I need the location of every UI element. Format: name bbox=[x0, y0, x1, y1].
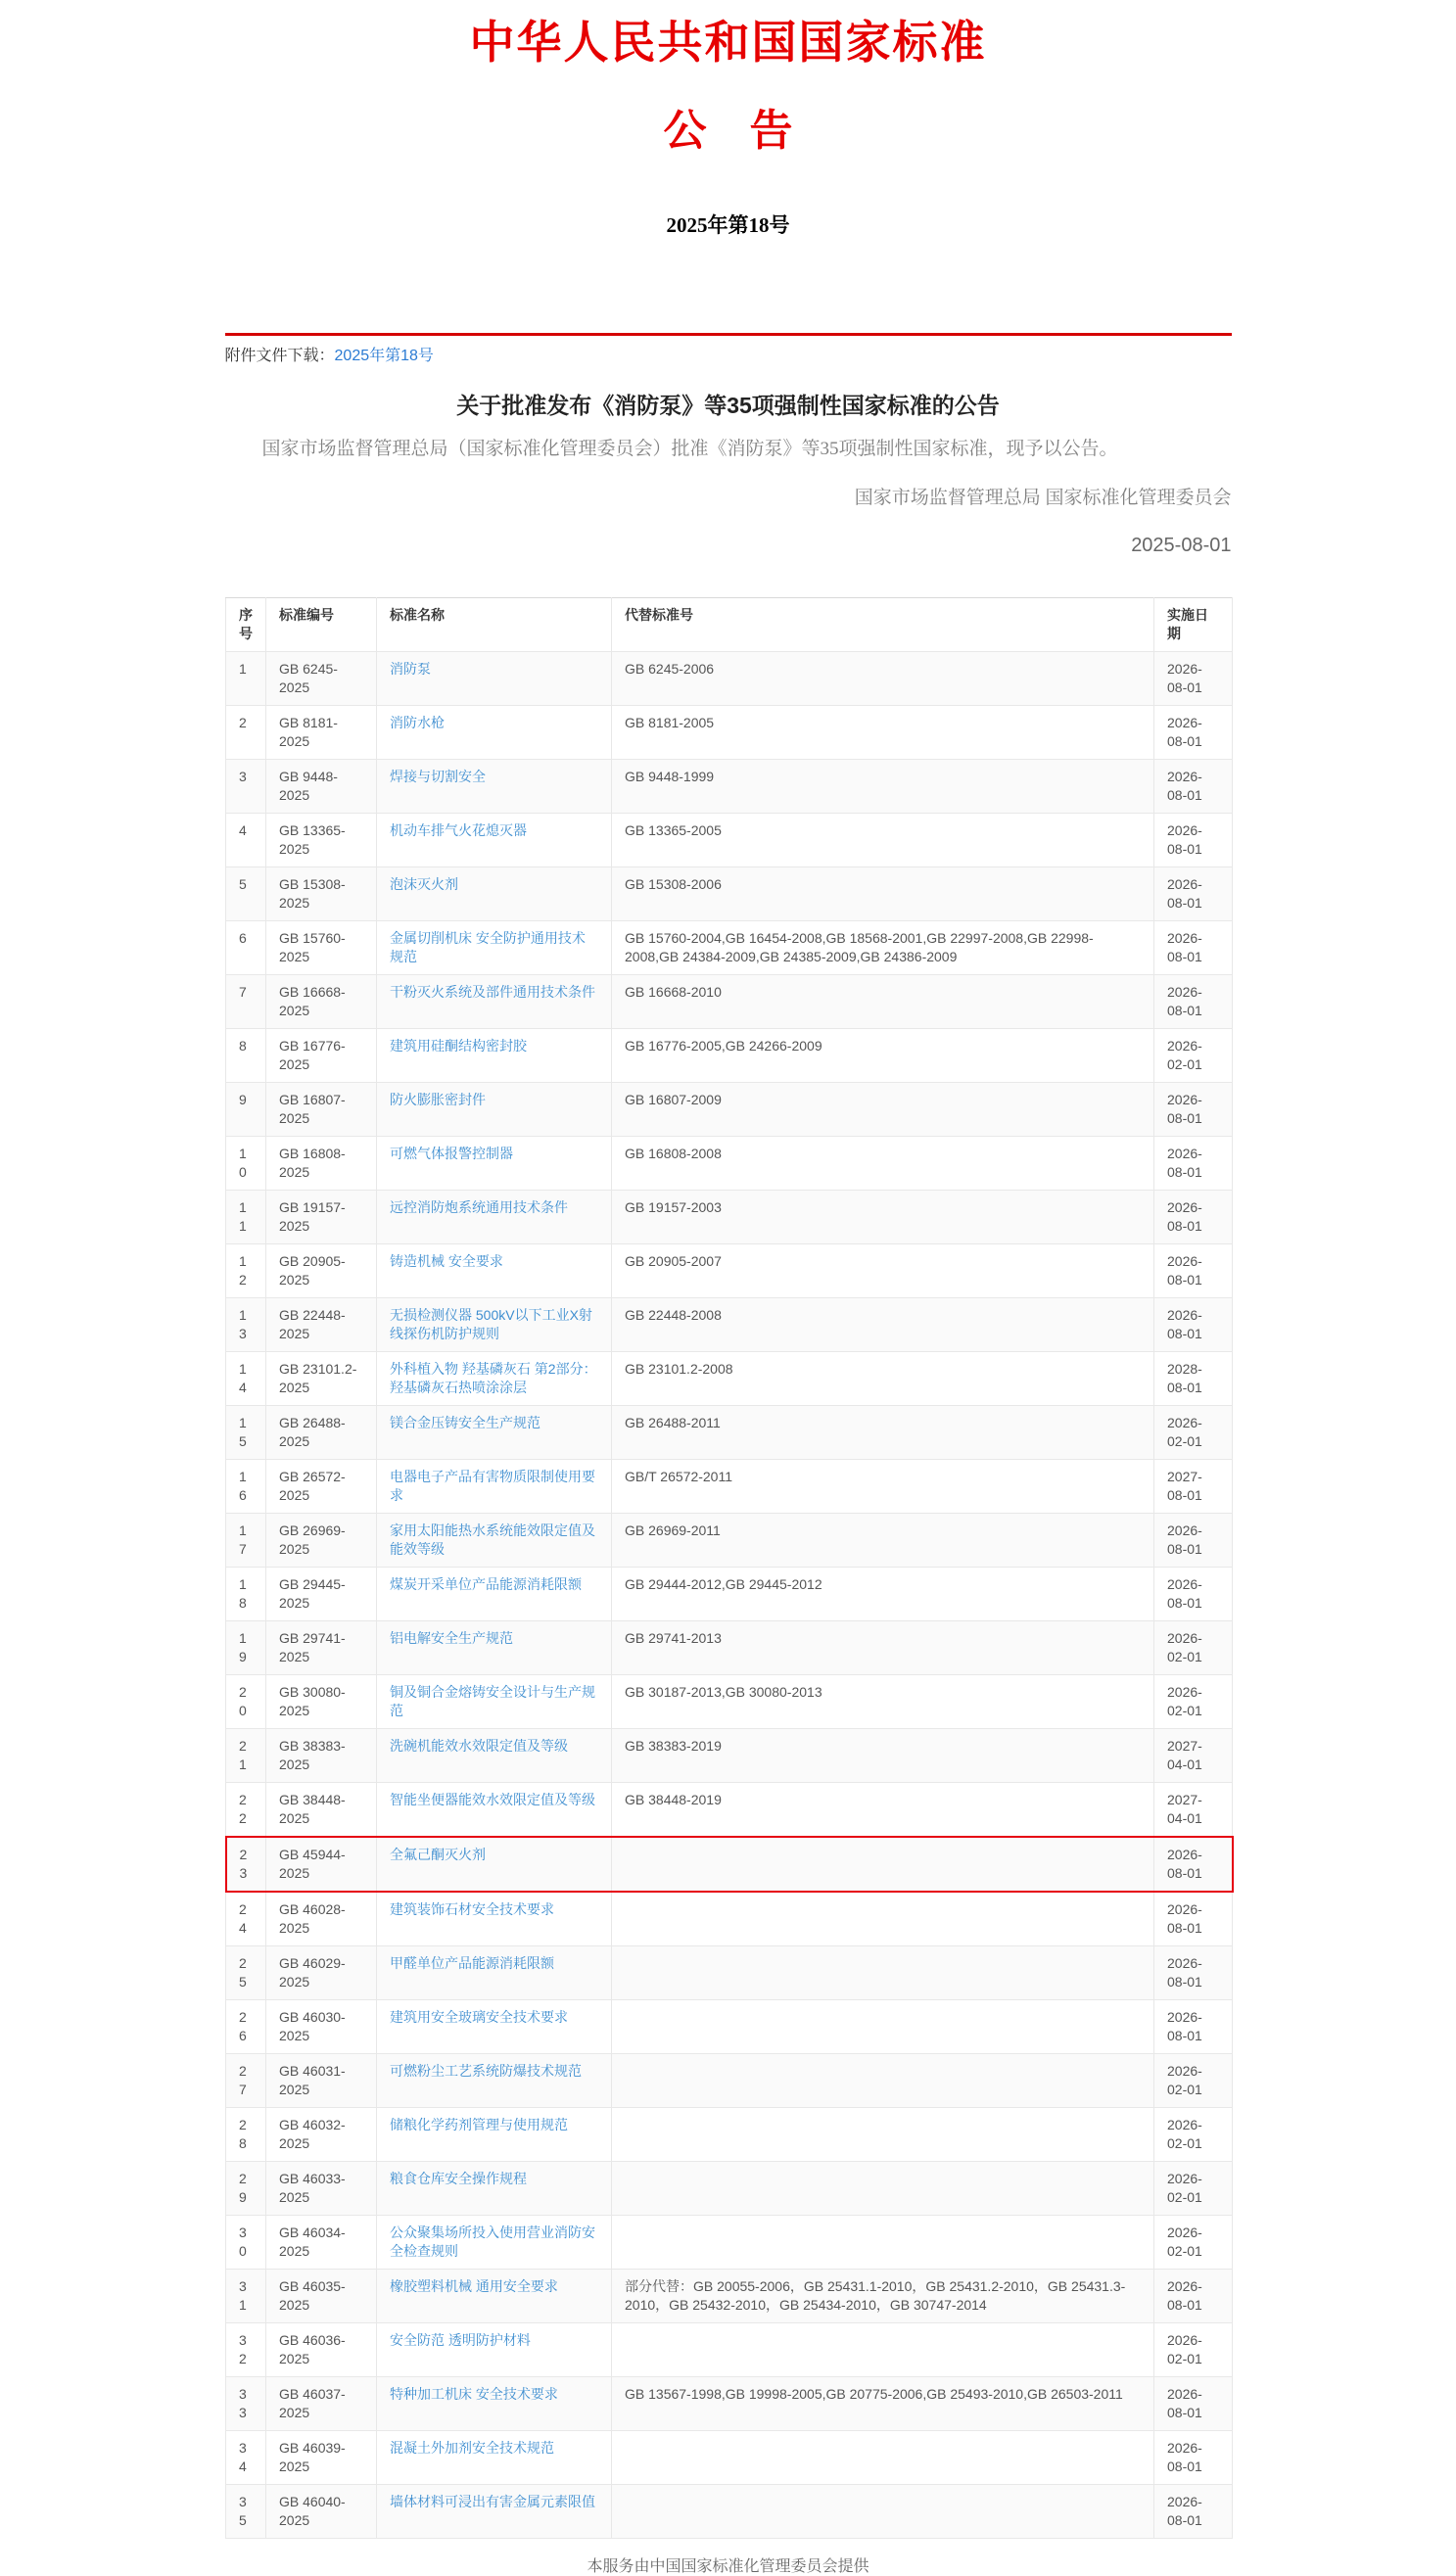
cell-replaced-standards: GB 26488-2011 bbox=[612, 1405, 1154, 1459]
cell-seq-no: 1 bbox=[226, 651, 266, 705]
cell-replaced-standards: GB 19157-2003 bbox=[612, 1190, 1154, 1243]
page-subtitle: 公 告 bbox=[663, 107, 793, 156]
table-row bbox=[226, 1513, 1233, 1567]
standard-name-link[interactable]: 电器电子产品有害物质限制使用要求 bbox=[390, 1468, 595, 1503]
cell-effective-date: 2026-02-01 bbox=[1154, 1620, 1233, 1674]
cell-standard-code: GB 16807-2025 bbox=[266, 1082, 377, 1136]
table-row bbox=[226, 1082, 1233, 1136]
cell-replaced-standards: GB/T 26572-2011 bbox=[612, 1459, 1154, 1513]
cell-effective-date: 2027-04-01 bbox=[1154, 1728, 1233, 1782]
cell-seq-no: 4 bbox=[226, 813, 266, 866]
cell-effective-date: 2026-08-01 bbox=[1154, 974, 1233, 1028]
table-header-row bbox=[226, 597, 1233, 651]
standard-name-link[interactable]: 镁合金压铸安全生产规范 bbox=[390, 1414, 540, 1430]
cell-effective-date: 2026-08-01 bbox=[1154, 2376, 1233, 2430]
cell-seq-no: 31 bbox=[226, 2269, 266, 2322]
cell-standard-name bbox=[377, 866, 612, 920]
cell-standard-name bbox=[377, 759, 612, 813]
column-header-no: 序号 bbox=[226, 597, 266, 651]
cell-standard-code: GB 26488-2025 bbox=[266, 1405, 377, 1459]
standard-name-link[interactable]: 公众聚集场所投入使用营业消防安全检查规则 bbox=[390, 2224, 595, 2259]
standard-name-link[interactable]: 甲醛单位产品能源消耗限额 bbox=[390, 1954, 554, 1971]
cell-replaced-standards bbox=[612, 1999, 1154, 2053]
issue-number: 2025年第18号 bbox=[666, 213, 790, 238]
cell-seq-no: 20 bbox=[226, 1674, 266, 1728]
cell-effective-date: 2026-02-01 bbox=[1154, 1674, 1233, 1728]
standard-name-link[interactable]: 智能坐便器能效水效限定值及等级 bbox=[390, 1791, 595, 1807]
table-row bbox=[226, 2215, 1233, 2269]
cell-replaced-standards bbox=[612, 1945, 1154, 1999]
cell-effective-date: 2026-08-01 bbox=[1154, 2430, 1233, 2484]
cell-seq-no: 9 bbox=[226, 1082, 266, 1136]
standard-name-link[interactable]: 外科植入物 羟基磷灰石 第2部分：羟基磷灰石热喷涂涂层 bbox=[390, 1360, 597, 1395]
cell-replaced-standards: GB 13365-2005 bbox=[612, 813, 1154, 866]
cell-standard-code: GB 46032-2025 bbox=[266, 2107, 377, 2161]
cell-standard-code: GB 46037-2025 bbox=[266, 2376, 377, 2430]
standard-name-link[interactable]: 干粉灭火系统及部件通用技术条件 bbox=[390, 983, 595, 1000]
cell-effective-date: 2026-08-01 bbox=[1154, 1567, 1233, 1620]
column-header-name: 标准名称 bbox=[377, 597, 612, 651]
cell-replaced-standards: GB 16776-2005,GB 24266-2009 bbox=[612, 1028, 1154, 1082]
cell-effective-date: 2026-08-01 bbox=[1154, 651, 1233, 705]
cell-standard-code: GB 46035-2025 bbox=[266, 2269, 377, 2322]
table-row bbox=[226, 1782, 1233, 1837]
cell-seq-no: 2 bbox=[226, 705, 266, 759]
cell-seq-no: 28 bbox=[226, 2107, 266, 2161]
cell-replaced-standards bbox=[612, 2053, 1154, 2107]
attachment-label: 附件文件下载： bbox=[224, 348, 335, 365]
table-row bbox=[226, 1243, 1233, 1297]
cell-standard-code: GB 46039-2025 bbox=[266, 2430, 377, 2484]
cell-standard-name bbox=[377, 2053, 612, 2107]
standard-name-link[interactable]: 可燃气体报警控制器 bbox=[390, 1145, 513, 1161]
cell-seq-no: 8 bbox=[226, 1028, 266, 1082]
standard-name-link[interactable]: 无损检测仪器 500kV以下工业X射线探伤机防护规则 bbox=[390, 1306, 592, 1341]
cell-replaced-standards bbox=[612, 2430, 1154, 2484]
cell-replaced-standards bbox=[612, 2322, 1154, 2376]
table-row bbox=[226, 2484, 1233, 2538]
cell-standard-name bbox=[377, 1190, 612, 1243]
table-row bbox=[226, 2107, 1233, 2161]
standard-name-link[interactable]: 安全防范 透明防护材料 bbox=[390, 2331, 531, 2348]
cell-seq-no: 5 bbox=[226, 866, 266, 920]
standard-name-link[interactable]: 防火膨胀密封件 bbox=[390, 1091, 486, 1107]
cell-seq-no: 32 bbox=[226, 2322, 266, 2376]
cell-effective-date: 2027-08-01 bbox=[1154, 1459, 1233, 1513]
cell-effective-date: 2026-08-01 bbox=[1154, 1945, 1233, 1999]
cell-seq-no: 10 bbox=[226, 1136, 266, 1190]
standard-name-link[interactable]: 家用太阳能热水系统能效限定值及能效等级 bbox=[390, 1522, 595, 1557]
standard-name-link[interactable]: 洗碗机能效水效限定值及等级 bbox=[390, 1737, 568, 1754]
table-row bbox=[226, 759, 1233, 813]
cell-replaced-standards bbox=[612, 2161, 1154, 2215]
standard-name-link[interactable]: 建筑用安全玻璃安全技术要求 bbox=[390, 2008, 568, 2025]
table-row bbox=[226, 2053, 1233, 2107]
announcement-content bbox=[225, 333, 1232, 2539]
cell-standard-name bbox=[377, 2107, 612, 2161]
cell-standard-name bbox=[377, 1405, 612, 1459]
announcement-title: 关于批准发布《消防泵》等35项强制性国家标准的公告 bbox=[456, 393, 1000, 419]
cell-standard-name bbox=[377, 2430, 612, 2484]
table-row bbox=[226, 2161, 1233, 2215]
cell-standard-name bbox=[377, 2376, 612, 2430]
cell-effective-date: 2026-08-01 bbox=[1154, 1837, 1233, 1892]
standard-name-link[interactable]: 铜及铜合金熔铸安全设计与生产规范 bbox=[390, 1683, 595, 1718]
cell-standard-name bbox=[377, 705, 612, 759]
column-header-replaces: 代替标准号 bbox=[612, 597, 1154, 651]
cell-standard-name bbox=[377, 2215, 612, 2269]
cell-replaced-standards bbox=[612, 2107, 1154, 2161]
cell-standard-code: GB 8181-2025 bbox=[266, 705, 377, 759]
standard-name-link[interactable]: 粮食仓库安全操作规程 bbox=[390, 2170, 527, 2186]
cell-seq-no: 19 bbox=[226, 1620, 266, 1674]
cell-standard-name bbox=[377, 2484, 612, 2538]
cell-seq-no: 33 bbox=[226, 2376, 266, 2430]
cell-replaced-standards: GB 38383-2019 bbox=[612, 1728, 1154, 1782]
cell-standard-name bbox=[377, 2161, 612, 2215]
cell-effective-date: 2026-08-01 bbox=[1154, 705, 1233, 759]
table-row bbox=[226, 1620, 1233, 1674]
cell-standard-name bbox=[377, 1945, 612, 1999]
cell-replaced-standards: GB 16807-2009 bbox=[612, 1082, 1154, 1136]
cell-effective-date: 2026-08-01 bbox=[1154, 1999, 1233, 2053]
cell-standard-code: GB 46028-2025 bbox=[266, 1892, 377, 1946]
cell-standard-code: GB 9448-2025 bbox=[266, 759, 377, 813]
cell-seq-no: 26 bbox=[226, 1999, 266, 2053]
cell-standard-code: GB 6245-2025 bbox=[266, 651, 377, 705]
cell-effective-date: 2026-08-01 bbox=[1154, 1190, 1233, 1243]
cell-effective-date: 2026-02-01 bbox=[1154, 2161, 1233, 2215]
cell-standard-name bbox=[377, 1620, 612, 1674]
cell-replaced-standards bbox=[612, 2484, 1154, 2538]
standard-name-link[interactable]: 可燃粉尘工艺系统防爆技术规范 bbox=[390, 2062, 582, 2079]
cell-standard-code: GB 15308-2025 bbox=[266, 866, 377, 920]
cell-standard-name bbox=[377, 920, 612, 974]
cell-seq-no: 34 bbox=[226, 2430, 266, 2484]
standard-name-link[interactable]: 储粮化学药剂管理与使用规范 bbox=[390, 2116, 568, 2132]
cell-replaced-standards: GB 29444-2012,GB 29445-2012 bbox=[612, 1567, 1154, 1620]
table-row bbox=[226, 1405, 1233, 1459]
standard-name-link[interactable]: 混凝土外加剂安全技术规范 bbox=[390, 2439, 554, 2456]
cell-standard-code: GB 29741-2025 bbox=[266, 1620, 377, 1674]
cell-standard-name bbox=[377, 1297, 612, 1351]
cell-seq-no: 7 bbox=[226, 974, 266, 1028]
cell-effective-date: 2026-02-01 bbox=[1154, 2215, 1233, 2269]
cell-seq-no: 3 bbox=[226, 759, 266, 813]
cell-seq-no: 17 bbox=[226, 1513, 266, 1567]
cell-standard-name bbox=[377, 1892, 612, 1946]
cell-seq-no: 16 bbox=[226, 1459, 266, 1513]
cell-effective-date: 2026-08-01 bbox=[1154, 759, 1233, 813]
cell-seq-no: 6 bbox=[226, 920, 266, 974]
cell-effective-date: 2026-02-01 bbox=[1154, 1028, 1233, 1082]
cell-replaced-standards bbox=[612, 1892, 1154, 1946]
table-row bbox=[226, 2376, 1233, 2430]
cell-effective-date: 2026-08-01 bbox=[1154, 1892, 1233, 1946]
cell-seq-no: 12 bbox=[226, 1243, 266, 1297]
standard-name-link[interactable]: 铸造机械 安全要求 bbox=[390, 1252, 503, 1269]
table-row bbox=[226, 705, 1233, 759]
table-row bbox=[226, 1028, 1233, 1082]
standard-name-link[interactable]: 建筑装饰石材安全技术要求 bbox=[390, 1900, 554, 1917]
cell-seq-no: 18 bbox=[226, 1567, 266, 1620]
cell-standard-code: GB 46031-2025 bbox=[266, 2053, 377, 2107]
cell-seq-no: 24 bbox=[226, 1892, 266, 1946]
standard-name-link[interactable]: 金属切削机床 安全防护通用技术规范 bbox=[390, 929, 586, 964]
table-row bbox=[226, 1297, 1233, 1351]
cell-standard-code: GB 30080-2025 bbox=[266, 1674, 377, 1728]
standard-name-link[interactable]: 全氟己酮灭火剂 bbox=[390, 1846, 486, 1862]
cell-replaced-standards: GB 15308-2006 bbox=[612, 866, 1154, 920]
cell-standard-name bbox=[377, 2269, 612, 2322]
table-row bbox=[226, 1674, 1233, 1728]
cell-seq-no: 21 bbox=[226, 1728, 266, 1782]
cell-effective-date: 2026-08-01 bbox=[1154, 920, 1233, 974]
cell-standard-code: GB 38448-2025 bbox=[266, 1782, 377, 1837]
table-row bbox=[226, 813, 1233, 866]
standard-name-link[interactable]: 橡胶塑料机械 通用安全要求 bbox=[390, 2277, 558, 2294]
cell-seq-no: 23 bbox=[226, 1837, 266, 1892]
table-row bbox=[226, 920, 1233, 974]
cell-effective-date: 2026-08-01 bbox=[1154, 2484, 1233, 2538]
cell-standard-name bbox=[377, 974, 612, 1028]
cell-standard-code: GB 23101.2-2025 bbox=[266, 1351, 377, 1405]
cell-seq-no: 14 bbox=[226, 1351, 266, 1405]
cell-effective-date: 2026-02-01 bbox=[1154, 2053, 1233, 2107]
table-row bbox=[226, 1892, 1233, 1946]
cell-replaced-standards: GB 26969-2011 bbox=[612, 1513, 1154, 1567]
attachment-download-link[interactable]: 2025年第18号 bbox=[334, 348, 434, 365]
cell-replaced-standards: GB 13567-1998,GB 19998-2005,GB 20775-2006,GB 25493-2010,GB 26503-2011 bbox=[612, 2376, 1154, 2430]
standards-table bbox=[225, 597, 1234, 2539]
cell-standard-name bbox=[377, 1351, 612, 1405]
cell-effective-date: 2026-08-01 bbox=[1154, 1297, 1233, 1351]
cell-standard-code: GB 16776-2025 bbox=[266, 1028, 377, 1082]
standard-name-link[interactable]: 铝电解安全生产规范 bbox=[390, 1629, 513, 1646]
cell-standard-name bbox=[377, 813, 612, 866]
cell-standard-name bbox=[377, 1028, 612, 1082]
table-row bbox=[226, 974, 1233, 1028]
cell-standard-code: GB 19157-2025 bbox=[266, 1190, 377, 1243]
cell-replaced-standards: GB 8181-2005 bbox=[612, 705, 1154, 759]
cell-replaced-standards: 部分代替：GB 20055-2006，GB 25431.1-2010，GB 25431.2-2010，GB 25431.3-2010，GB 25432-2010，GB 25434-2010，GB 30747-2014 bbox=[612, 2269, 1154, 2322]
cell-standard-name bbox=[377, 2322, 612, 2376]
cell-standard-code: GB 46033-2025 bbox=[266, 2161, 377, 2215]
standard-name-link[interactable]: 特种加工机床 安全技术要求 bbox=[390, 2385, 558, 2402]
table-row bbox=[226, 1190, 1233, 1243]
cell-standard-name bbox=[377, 1837, 612, 1892]
cell-standard-code: GB 22448-2025 bbox=[266, 1297, 377, 1351]
cell-seq-no: 27 bbox=[226, 2053, 266, 2107]
cell-effective-date: 2026-02-01 bbox=[1154, 2322, 1233, 2376]
table-row bbox=[226, 2322, 1233, 2376]
cell-effective-date: 2026-08-01 bbox=[1154, 1136, 1233, 1190]
cell-standard-code: GB 46029-2025 bbox=[266, 1945, 377, 1999]
cell-standard-code: GB 13365-2025 bbox=[266, 813, 377, 866]
cell-replaced-standards: GB 16668-2010 bbox=[612, 974, 1154, 1028]
cell-effective-date: 2026-08-01 bbox=[1154, 866, 1233, 920]
standard-name-link[interactable]: 煤炭开采单位产品能源消耗限额 bbox=[390, 1575, 582, 1592]
table-row bbox=[226, 1999, 1233, 2053]
column-header-effective: 实施日期 bbox=[1154, 597, 1233, 651]
service-footer: 本服务由中国国家标准化管理委员会提供 bbox=[587, 2557, 869, 2575]
cell-standard-code: GB 45944-2025 bbox=[266, 1837, 377, 1892]
cell-replaced-standards: GB 20905-2007 bbox=[612, 1243, 1154, 1297]
cell-effective-date: 2026-02-01 bbox=[1154, 1405, 1233, 1459]
cell-replaced-standards: GB 6245-2006 bbox=[612, 651, 1154, 705]
cell-standard-name bbox=[377, 1567, 612, 1620]
cell-standard-name bbox=[377, 1782, 612, 1837]
cell-effective-date: 2026-02-01 bbox=[1154, 2107, 1233, 2161]
cell-replaced-standards: GB 38448-2019 bbox=[612, 1782, 1154, 1837]
table-row bbox=[226, 2269, 1233, 2322]
cell-replaced-standards bbox=[612, 2215, 1154, 2269]
cell-standard-code: GB 38383-2025 bbox=[266, 1728, 377, 1782]
cell-standard-code: GB 46034-2025 bbox=[266, 2215, 377, 2269]
cell-standard-name bbox=[377, 651, 612, 705]
cell-standard-code: GB 26572-2025 bbox=[266, 1459, 377, 1513]
document-header bbox=[0, 20, 1456, 239]
cell-standard-name bbox=[377, 1513, 612, 1567]
cell-standard-code: GB 15760-2025 bbox=[266, 920, 377, 974]
cell-replaced-standards: GB 30187-2013,GB 30080-2013 bbox=[612, 1674, 1154, 1728]
cell-replaced-standards: GB 23101.2-2008 bbox=[612, 1351, 1154, 1405]
table-row bbox=[226, 651, 1233, 705]
cell-standard-name bbox=[377, 1999, 612, 2053]
cell-effective-date: 2026-08-01 bbox=[1154, 1513, 1233, 1567]
cell-effective-date: 2027-04-01 bbox=[1154, 1782, 1233, 1837]
cell-effective-date: 2026-08-01 bbox=[1154, 1243, 1233, 1297]
table-row bbox=[226, 2430, 1233, 2484]
cell-standard-name bbox=[377, 1459, 612, 1513]
standard-name-link[interactable]: 墙体材料可浸出有害金属元素限值 bbox=[390, 2493, 595, 2509]
cell-standard-name bbox=[377, 1082, 612, 1136]
standard-name-link[interactable]: 焊接与切割安全 bbox=[390, 768, 486, 784]
cell-seq-no: 30 bbox=[226, 2215, 266, 2269]
table-row bbox=[226, 1945, 1233, 1999]
cell-standard-code: GB 26969-2025 bbox=[266, 1513, 377, 1567]
page-title: 中华人民共和国国家标准 bbox=[469, 18, 987, 68]
table-row bbox=[226, 1837, 1233, 1892]
table-row bbox=[226, 866, 1233, 920]
standard-name-link[interactable]: 消防水枪 bbox=[390, 714, 445, 730]
cell-standard-name bbox=[377, 1674, 612, 1728]
cell-standard-code: GB 20905-2025 bbox=[266, 1243, 377, 1297]
cell-standard-code: GB 46030-2025 bbox=[266, 1999, 377, 2053]
cell-standard-name bbox=[377, 1136, 612, 1190]
standard-name-link[interactable]: 建筑用硅酮结构密封胶 bbox=[390, 1037, 527, 1054]
table-row bbox=[226, 1136, 1233, 1190]
cell-standard-code: GB 16668-2025 bbox=[266, 974, 377, 1028]
cell-standard-name bbox=[377, 1243, 612, 1297]
cell-replaced-standards bbox=[612, 1837, 1154, 1892]
publish-date: 2025-08-01 bbox=[1131, 534, 1232, 556]
cell-replaced-standards: GB 29741-2013 bbox=[612, 1620, 1154, 1674]
cell-seq-no: 35 bbox=[226, 2484, 266, 2538]
table-row bbox=[226, 1351, 1233, 1405]
cell-standard-code: GB 29445-2025 bbox=[266, 1567, 377, 1620]
cell-replaced-standards: GB 22448-2008 bbox=[612, 1297, 1154, 1351]
cell-replaced-standards: GB 16808-2008 bbox=[612, 1136, 1154, 1190]
cell-standard-name bbox=[377, 1728, 612, 1782]
cell-seq-no: 15 bbox=[226, 1405, 266, 1459]
standard-name-link[interactable]: 远控消防炮系统通用技术条件 bbox=[390, 1198, 568, 1215]
cell-effective-date: 2026-08-01 bbox=[1154, 2269, 1233, 2322]
standard-name-link[interactable]: 泡沫灭火剂 bbox=[390, 875, 458, 892]
cell-seq-no: 11 bbox=[226, 1190, 266, 1243]
standard-name-link[interactable]: 消防泵 bbox=[390, 660, 431, 677]
cell-standard-code: GB 16808-2025 bbox=[266, 1136, 377, 1190]
column-header-code: 标准编号 bbox=[266, 597, 377, 651]
cell-effective-date: 2026-08-01 bbox=[1154, 813, 1233, 866]
cell-effective-date: 2026-08-01 bbox=[1154, 1082, 1233, 1136]
cell-seq-no: 25 bbox=[226, 1945, 266, 1999]
table-row bbox=[226, 1728, 1233, 1782]
cell-replaced-standards: GB 15760-2004,GB 16454-2008,GB 18568-2001,GB 22997-2008,GB 22998-2008,GB 24384-2009,GB 24385-2009,GB 24386-2009 bbox=[612, 920, 1154, 974]
table-row bbox=[226, 1567, 1233, 1620]
cell-standard-code: GB 46036-2025 bbox=[266, 2322, 377, 2376]
table-row bbox=[226, 1459, 1233, 1513]
cell-seq-no: 29 bbox=[226, 2161, 266, 2215]
cell-replaced-standards: GB 9448-1999 bbox=[612, 759, 1154, 813]
issuing-authority: 国家市场监督管理总局 国家标准化管理委员会 bbox=[854, 487, 1232, 508]
cell-standard-code: GB 46040-2025 bbox=[266, 2484, 377, 2538]
attachment-download-row bbox=[225, 336, 1232, 365]
cell-effective-date: 2028-08-01 bbox=[1154, 1351, 1233, 1405]
standard-name-link[interactable]: 机动车排气火花熄灭器 bbox=[390, 821, 527, 838]
announcement-body: 国家市场监督管理总局（国家标准化管理委员会）批准《消防泵》等35项强制性国家标准，现予以公告。 bbox=[261, 439, 1118, 460]
cell-seq-no: 13 bbox=[226, 1297, 266, 1351]
cell-seq-no: 22 bbox=[226, 1782, 266, 1837]
